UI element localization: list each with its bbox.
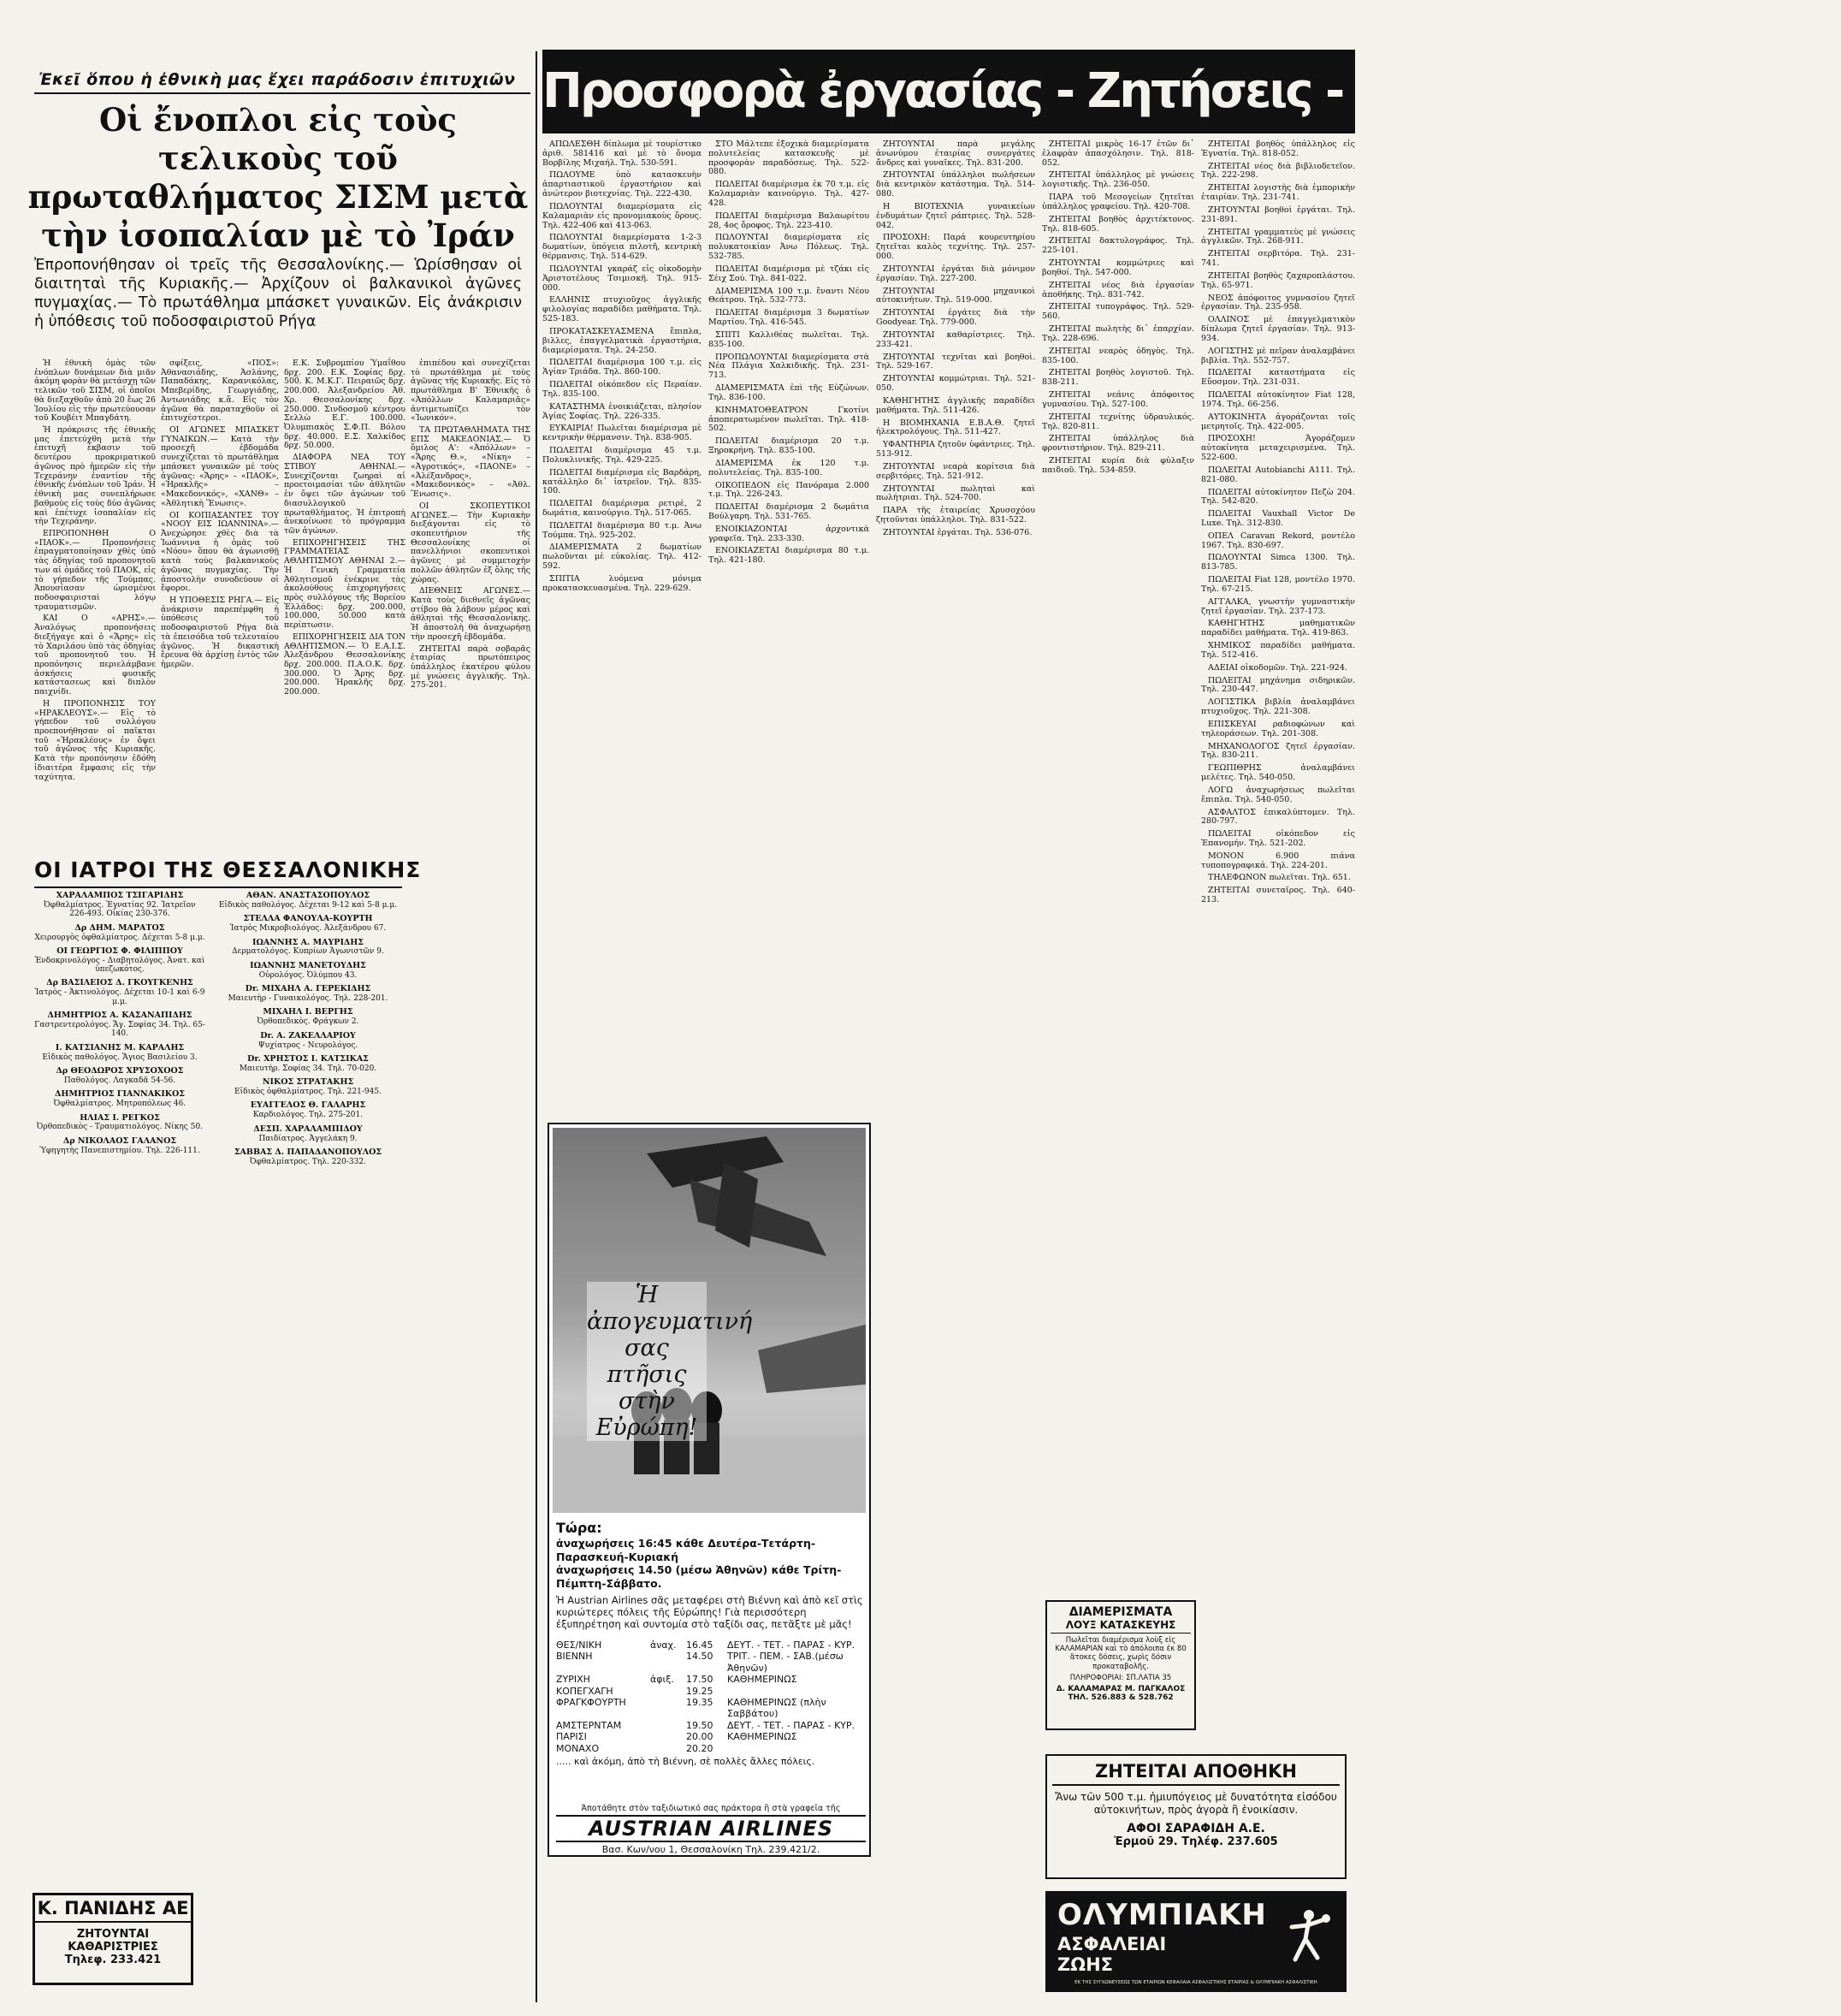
classified-ad: ΠΩΛΕΙΤΑΙ οἰκόπεδον εἰς Ἐπανομήν. Τηλ. 521-202. [1201, 829, 1355, 848]
classified-ad: ΠΩΛΕΙΤΑΙ διαμέρισμα 100 τ.μ. εἰς Ἁγίαν Τριάδα. Τηλ. 860-100. [542, 358, 701, 377]
classified-ad: ΖΗΤΕΙΤΑΙ κυρία διὰ φύλαξιν παιδιοῦ. Τηλ. 534-859. [1042, 456, 1194, 475]
schedule-time: 16.45 [686, 1639, 713, 1651]
schedule-time: 19.35 [686, 1697, 713, 1709]
classified-ad: ΖΗΤΟΥΝΤΑΙ καθαρίστριες. Τηλ. 233-421. [876, 329, 1035, 349]
classified-ad: ΖΗΤΕΙΤΑΙ ὑπάλληλος μὲ γνώσεις λογιστικῆς. Τηλ. 236-050. [1042, 170, 1194, 190]
article-column-3 [284, 359, 405, 847]
doctor-name: Δρ ΘΕΟΔΩΡΟΣ ΧΡΥΣΟΧΟΟΣ [56, 1065, 184, 1076]
article-column-4 [411, 359, 530, 1977]
classified-ad: ΠΩΛΟΥΝΤΑΙ Simca 1300. Τηλ. 813-785. [1201, 553, 1355, 572]
austrian-body [556, 1520, 866, 1631]
classified-ad: ΖΗΤΟΥΝΤΑΙ παρὰ μεγάλης ἀνωνύμου ἑταιρίας συνεργάτες ἄνδρες καὶ γυναῖκες. Τηλ. 831-200. [876, 139, 1035, 168]
schedule-time: 17.50 [686, 1674, 713, 1686]
panidis-role: ΚΑΘΑΡΙΣΤΡΙΕΣ [68, 1941, 158, 1954]
apartments-subtitle: ΛΟΥΞ ΚΑΤΑΣΚΕΥΗΣ [1051, 1619, 1191, 1634]
classified-ad: ΠΩΛΕΙΤΑΙ διαμέρισμα 45 τ.μ. Πολυκλινικῆς. Τηλ. 429-225. [542, 446, 701, 465]
flight-schedule [556, 1639, 866, 1767]
classified-ad: ΣΤΟ Μάλτεπε ἐξοχικὰ διαμερίσματα πολυτελείας κατασκευῆς μὲ προσφορὰν παραδόσεως. Τηλ. 522-080. [708, 139, 869, 177]
doctors-rule [34, 886, 402, 888]
schedule-more: ..... καὶ ἀκόμη, ἀπὸ τὴ Βιέννη, σὲ πολλὲς ἄλλες πόλεις. [556, 1756, 815, 1768]
panidis-wanted: ΖΗΤΟΥΝΤΑΙ [76, 1928, 150, 1941]
schedule-time: 20.00 [686, 1731, 713, 1743]
classified-ad: ΖΗΤΕΙΤΑΙ νεάνις ἀπόφοιτος γυμνασίου. Τηλ. 527-100. [1042, 390, 1194, 409]
doctor-listing [34, 1067, 205, 1085]
classified-ad: ΔΙΑΜΕΡΙΣΜΑ 100 τ.μ. ἔναντι Νέου Θεάτρου. Τηλ. 532-773. [708, 286, 869, 305]
classified-ad: ΕΝΟΙΚΙΑΖΕΤΑΙ διαμέρισμα 80 τ.μ. Τηλ. 421-180. [708, 546, 869, 566]
classified-ad: ΛΟΓΙΣΤΗΣ μὲ πεῖραν ἀναλαμβάνει βιβλία. Τηλ. 552-757. [1201, 346, 1355, 365]
doctor-listing [214, 985, 402, 1003]
panidis-company: Κ. ΠΑΝΙΔΗΣ ΑΕ [35, 1895, 191, 1923]
doctor-details: Ὀφθαλμίατρος. Μητροπόλεως 46. [53, 1100, 186, 1109]
classified-ad: Η ΒΙΟΤΕΧΝΙΑ γυναικείων ἐνδυμάτων ζητεῖ ράπτριες. Τηλ. 528-042. [876, 201, 1035, 230]
schedule-days: ΔΕΥΤ. - ΤΕΤ. - ΠΑΡΑΣ - ΚΥΡ. [727, 1639, 855, 1651]
doctor-listing [34, 979, 205, 1006]
apartments-phone: ΤΗΛ. 526.883 & 528.762 [1068, 1693, 1174, 1702]
classified-ad: ΑΣΦΑΛΤΟΣ ἐπικαλύπτομεν. Τηλ. 280-797. [1201, 807, 1355, 827]
classified-ad: ΠΩΛΕΙΤΑΙ διαμέρισμα Βαλαωρίτου 28, 4ος ὄροφος. Τηλ. 223-410. [708, 210, 869, 230]
article-paragraph: ΔΙΕΘΝΕΙΣ ΑΓΩΝΕΣ.— Κατὰ τοὺς διεθνεῖς ἀγῶνας στίβου θὰ λάβουν μέρος καὶ ἀθληταὶ τῆς Θεσσαλονίκης. Ἡ ἀποστολὴ θὰ ἀναχωρήσῃ τὴν προσεχῆ ἑβδομάδα. [411, 586, 530, 642]
classified-ad: ΠΩΛΟΥΝΤΑΙ διαμερίσματα εἰς πολυκατοικίαν Ἀνω Πόλεως. Τηλ. 532-785. [708, 233, 869, 262]
classified-ad: ΖΗΤΕΙΤΑΙ νεαρὸς ὁδηγὸς. Τηλ. 835-100. [1042, 346, 1194, 365]
classified-ad: ΕΠΙΣΚΕΥΑΙ ραδιοφώνων καὶ τηλεοράσεων. Τηλ. 201-308. [1201, 719, 1355, 738]
classified-ad: ΖΗΤΟΥΝΤΑΙ κομμώτριες καὶ βοηθοί. Τηλ. 547-000. [1042, 258, 1194, 277]
doctor-listing [34, 1011, 205, 1039]
schedule-row [556, 1743, 866, 1754]
kicker-rule [34, 92, 530, 94]
doctor-details: Ἐνδοκρινολόγος - Διαβητολόγος. Ἀνατ. καὶ ὑπεζωκότος. [34, 956, 205, 975]
schedule-city: ΑΜΣΤΕΡΝΤΑΜ [556, 1719, 622, 1731]
schedule-row [556, 1639, 866, 1651]
classified-ad: ΜΗΧΑΝΟΛΟΓΟΣ ζητεῖ ἐργασίαν. Τηλ. 830-211. [1201, 741, 1355, 761]
doctor-name: ΗΛΙΑΣ Ι. ΡΕΓΚΟΣ [80, 1112, 160, 1123]
doctor-details: Ὀφθαλμίατρος. Ἐγνατίας 92. Ἰατρεῖον 226-493. Οἰκίας 230-376. [44, 900, 196, 919]
classified-ad: ΖΗΤΕΙΤΑΙ τυπογράφος. Τηλ. 529-560. [1042, 302, 1194, 322]
doctor-details: Οὐρολόγος. Ὀλύμπου 43. [258, 970, 358, 980]
schedule-direction [650, 1651, 686, 1674]
austrian-now: Τώρα: [556, 1520, 602, 1536]
doctors-section-title: ΟΙ ΙΑΤΡΟΙ ΤΗΣ ΘΕΣΣΑΛΟΝΙΚΗΣ [34, 857, 422, 882]
warehouse-title: ΖΗΤΕΙΤΑΙ ΑΠΟΘΗΚΗ [1052, 1761, 1340, 1786]
classified-ad: ΠΑΡΑ τῆς ἑταιρείας Χρυσοχόου ζητοῦνται ὑπάλληλοι. Τηλ. 831-522. [876, 506, 1035, 525]
doctor-listing [214, 892, 402, 910]
classified-ad: ΧΗΜΙΚΟΣ παραδίδει μαθήματα. Τηλ. 512-416. [1201, 641, 1355, 660]
austrian-tagline: Ἡ ἀπογευματινή σας πτῆσις στὴν Εὐρώπη! [587, 1282, 753, 1442]
classified-ad: ΠΑΡΑ τοῦ Μεσογείων ζητεῖται ὑπάλληλος γραφείου. Τηλ. 420-708. [1042, 193, 1194, 211]
article-paragraph: ΔΙΑΦΟΡΑ ΝΕΑ ΤΟΥ ΣΤΙΒΟΥ ΑΘΗΝΑΙ.— Συνεχίζονται ζωηραὶ αἱ προετοιμασίαι τῶν ἀθλητῶν ἐν ὄψει τῶν ἀγώνων τοῦ διασυλλογικοῦ πρωταθλήματος. Ἡ ἐπιτροπὴ ἀνεκοίνωσε τὸ πρόγραμμα τῶν ἀγώνων. [284, 453, 405, 536]
warehouse-phone: Ἑρμοῦ 29. Τηλέφ. 237.605 [1114, 1835, 1278, 1848]
classified-ad: ΖΗΤΕΙΤΑΙ βοηθὸς ζαχαροπλάστου. Τηλ. 65-971. [1201, 270, 1355, 290]
classified-ad: ΑΥΤΟΚΙΝΗΤΑ ἀγοράζονται τοῖς μετρητοῖς. Τηλ. 422-005. [1201, 412, 1355, 431]
doctor-listing [214, 1148, 402, 1166]
article-paragraph: Ἡ ἐθνικὴ ὁμὰς τῶν ἐνόπλων δυνάμεων διὰ μιᾶν ἀκόμη φορὰν θὰ μετάσχῃ τῶν τελικῶν τοῦ ΣΙΣΜ, οἱ ὁποῖοι θὰ διεξαχθοῦν ἀπὸ 20 ἕως 26 Ἰουλίου εἰς τὴν πρωτεύουσαν τοῦ Κουβέιτ Μπαγδάτη. [34, 359, 156, 424]
doctor-name: ΧΑΡΑΛΑΜΠΟΣ ΤΣΙΓΑΡΙΔΗΣ [56, 891, 184, 900]
schedule-direction [650, 1731, 686, 1742]
doctor-details: Ἰατρὸς Μικροβιολόγος. Ἀλεξάνδρου 67. [229, 924, 387, 934]
doctor-listing [214, 1078, 402, 1096]
schedule-direction: ἀναχ. [650, 1639, 677, 1651]
discus-thrower-icon [1283, 1908, 1331, 1966]
schedule-row [556, 1686, 866, 1697]
classifieds-column-1 [542, 140, 701, 1116]
schedule-city: ΘΕΣ/ΝΙΚΗ [556, 1639, 602, 1651]
article-paragraph: ΖΗΤΕΙΤΑΙ παρὰ σοβαρᾶς ἑταιρίας πρωτόπειρος ὑπάλληλος ἐκατέρου φύλου μὲ γνώσεις ἀγγλικῆς. Τηλ. 275-201. [411, 643, 530, 691]
airplane-stewardesses-photo [553, 1128, 866, 1513]
doctor-name: ΟΙ ΓΕΩΡΓΙΟΣ Φ. ΦΙΛΙΠΠΟΥ [56, 946, 183, 956]
classified-ad: ΖΗΤΟΥΝΤΑΙ ἐργάται. Τηλ. 536-076. [883, 527, 1033, 537]
doctor-name: ΙΩΑΝΝΗΣ Α. ΜΑΥΡΙΔΗΣ [252, 937, 364, 947]
article-deck: Ἐπροπονήθησαν οἱ τρεῖς τῆς Θεσσαλονίκης.— Ὡρίσθησαν οἱ διαιτηταὶ τῆς Κυριακῆς.— Ἀρχίζουν οἱ βαλκανικοὶ ἀγῶνες πυγμαχίας.— Τὸ πρωτάθλημα μπάσκετ γυναικῶν. Εἰς ἀνάκρισιν ἡ ὑπόθεσις τοῦ ποδοσφαιριστοῦ Ρήγα [34, 257, 522, 330]
classified-ad: ΚΑΤΑΣΤΗΜΑ ἐνοικιάζεται, πλησίον Ἀγίας Σοφίας. Τηλ. 226-335. [542, 401, 701, 421]
doctor-name: Dr. ΜΙΧΑΗΛ Α. ΓΕΡΕΚΙΔΗΣ [245, 984, 371, 994]
olympic-brand: ΟΛΥΜΠΙΑΚΗ [1057, 1898, 1267, 1932]
classified-ad: ΖΗΤΕΙΤΑΙ βοηθὸς ὑπάλληλος εἰς Ἐγνατία. Τηλ. 818-052. [1201, 139, 1355, 158]
olympic-line-3: ΖΩΗΣ [1057, 1954, 1113, 1975]
classified-ad: ΠΩΛΕΙΤΑΙ διαμέρισμα 3 δωματίων Μαρτίου. Τηλ. 416-545. [708, 308, 869, 328]
schedule-days: ΚΑΘΗΜΕΡΙΝΩΣ [727, 1674, 797, 1686]
doctor-details: Παθολόγος. Λαγκαδᾶ 54-56. [63, 1076, 176, 1085]
doctor-name: ΣΑΒΒΑΣ Δ. ΠΑΠΑΔΑΝΟΠΟΥΛΟΣ [234, 1147, 382, 1157]
classified-ad: ΖΗΤΕΙΤΑΙ βοηθὸς λογιστοῦ. Τηλ. 838-211. [1042, 368, 1194, 388]
schedule-time: 19.25 [686, 1685, 713, 1697]
doctor-name: ΑΘΑΝ. ΑΝΑΣΤΑΣΟΠΟΥΛΟΣ [246, 891, 370, 900]
austrian-departures-2: ἀναχωρήσεις 14.50 (μέσω Ἀθηνῶν) κάθε Τρίτη-Πέμπτη-Σάββατο. [556, 1563, 842, 1590]
austrian-description: Ἡ Austrian Airlines σᾶς μεταφέρει στὴ Βιέννη καὶ ἀπὸ κεῖ στὶς κυριώτερες πόλεις τῆς Εὐρώπης! Γιὰ περισσότερη ἐξυπηρέτηση καὶ συντομία στὸ ταξίδι σας, πετᾶξτε μὲ μᾶς! [556, 1593, 863, 1631]
classified-ad: ΠΡΟΠΩΛΟΥΝΤΑΙ διαμερίσματα στὰ Νέα Πλάγια Χαλκιδικῆς. Τηλ. 231-713. [708, 352, 869, 381]
schedule-time: 20.20 [686, 1742, 713, 1754]
schedule-city: ΠΑΡΙΣΙ [556, 1731, 587, 1743]
doctor-details: Εἰδικὸς παθολόγος. Δέχεται 9-12 καὶ 5-8 μ.μ. [218, 900, 398, 910]
doctors-column-2 [214, 892, 402, 1995]
classified-ad: ΚΙΝΗΜΑΤΟΘΕΑΤΡΟΝ Γκοτίνι ἀποπερατωμένον πωλεῖται. Τηλ. 418-502. [708, 405, 869, 434]
doctors-column-1 [34, 892, 205, 1884]
classified-ad: ΠΩΛΕΙΤΑΙ καταστήματα εἰς Εὔοσμον. Τηλ. 231-031. [1201, 368, 1355, 388]
doctor-details: Παιδίατρος. Ἀγγελάκη 9. [258, 1134, 358, 1143]
schedule-days: ΔΕΥΤ. - ΤΕΤ. - ΠΑΡΑΣ - ΚΥΡ. [727, 1719, 855, 1731]
classified-ad: ΠΩΛΟΥΜΕ ὑπὸ κατασκευὴν ἀπαρτιαστικοῦ ἐργαστήριον καὶ ἀνώτερον βιοτεχνίας. Τηλ. 222-430. [542, 170, 701, 199]
schedule-city: ΜΟΝΑΧΟ [556, 1742, 600, 1754]
doctor-name: ΜΙΧΑΗΛ Ι. ΒΕΡΓΗΣ [263, 1007, 353, 1017]
schedule-city: ΦΡΑΓΚΦΟΥΡΤΗ [556, 1697, 626, 1709]
schedule-days: ΚΑΘΗΜΕΡΙΝΩΣ [727, 1731, 797, 1743]
doctor-name: Δρ ΔΗΜ. ΜΑΡΑΤΟΣ [74, 922, 165, 933]
classified-ad: ΠΩΛΕΙΤΑΙ διαμέρισμα 2 δωμάτια Βούλγαρη. Τηλ. 531-765. [708, 502, 869, 521]
classified-ad: ΟΛΛΙΝΟΣ μὲ ἐπαγγελματικὸν δίπλωμα ζητεῖ ἐργασίαν. Τηλ. 913-934. [1201, 315, 1355, 343]
classified-ad: ΚΑΘΗΓΗΤΗΣ ἀγγλικῆς παραδίδει μαθήματα. Τηλ. 511-426. [876, 395, 1035, 415]
doctor-name: Δρ ΝΙΚΟΛΑΟΣ ΓΑΛΑΝΟΣ [62, 1135, 177, 1146]
doctor-listing [214, 939, 402, 957]
classified-ad: ΖΗΤΕΙΤΑΙ βοηθὸς ἀρχιτέκτονος. Τηλ. 818-605. [1042, 214, 1194, 234]
classified-ad: ΤΗΛΕΦΩΝΟΝ πωλεῖται. Τηλ. 651. [1208, 873, 1351, 883]
classified-ad: ΠΩΛΕΙΤΑΙ διαμέρισμα μὲ τζάκι εἰς Σέιχ Σού. Τηλ. 841-022. [708, 264, 869, 283]
warehouse-ad-box [1045, 1754, 1347, 1879]
austrian-brand-logo: AUSTRIAN AIRLINES [556, 1815, 866, 1842]
austrian-airlines-ad [548, 1123, 871, 1857]
classifieds-column-3 [876, 140, 1035, 1355]
schedule-row [556, 1697, 866, 1720]
schedule-row [556, 1651, 866, 1674]
olympic-line-2: ΑΣΦΑΛΕΙΑΙ [1057, 1934, 1167, 1954]
classified-ad: ΣΠΙΤΙΑ λυόμενα μόνιμα προκατασκευασμένα. Τηλ. 229-629. [542, 573, 701, 593]
classified-ad: ΖΗΤΟΥΝΤΑΙ μηχανικοὶ αὐτοκινήτων. Τηλ. 519-000. [876, 286, 1035, 305]
doctor-listing [214, 962, 402, 980]
doctor-listing [214, 1032, 402, 1050]
classified-ad: ΟΙΚΟΠΕΔΟΝ εἰς Πανόραμα 2.000 τ.μ. Τηλ. 226-243. [708, 480, 869, 500]
article-paragraph: ΕΠΙΧΟΡΗΓΗΣΕΙΣ ΔΙΑ ΤΟΝ ΑΘΛΗΤΙΣΜΟΝ.— Ὁ Ε.Α.Ι.Σ. Ἀλεξάνδρου Θεσσαλονίκης δρχ. 200.000. Π.Α.Ο.Κ. δρχ. 300.000. Ὁ Ἄρης δρχ. 200.000. Ἡρακλῆς δρχ. 200.000. [284, 631, 405, 697]
classified-ad: ΖΗΤΕΙΤΑΙ μικρὸς 16-17 ἐτῶν δι᾽ ἐλαφρὰν ἀπασχόλησιν. Τηλ. 818-052. [1042, 139, 1194, 168]
doctor-name: ΙΩΑΝΝΗΣ ΜΑΝΕΤΟΥΔΗΣ [250, 960, 366, 970]
classifieds-banner: Προσφορὰ ἐργασίας - Ζητήσεις - Πωλήσεις - Ἀκίνητα [542, 50, 1355, 133]
article-paragraph: ΟΙ ΣΚΟΠΕΥΤΙΚΟΙ ΑΓΩΝΕΣ.— Τὴν Κυριακὴν διεξάγονται εἰς τὸ σκοπευτήριον τῆς Θεσσαλονίκης οἱ πανελλήνιοι σκοπευτικοὶ ἀγῶνες μὲ συμμετοχὴν πολλῶν ἀθλητῶν ἐξ ὅλης τῆς χώρας. [411, 501, 530, 584]
doctor-details: Δερματολόγος. Κυπρίων Ἀγωνιστῶν 9. [232, 947, 384, 957]
panidis-phone: Τηλεφ. 233.421 [64, 1954, 162, 1966]
classified-ad: ΛΟΓΩ ἀναχωρήσεως πωλεῖται ἔπιπλα. Τηλ. 540-050. [1201, 785, 1355, 804]
doctor-name: Dr. Α. ΖΑΚΕΛΛΑΡΙΟΥ [260, 1030, 356, 1041]
classified-ad: ΠΩΛΕΙΤΑΙ διαμέρισμα ρετιρὲ, 2 δωμάτια, καινούργιο. Τηλ. 517-065. [542, 499, 701, 518]
doctor-name: ΔΗΜΗΤΡΙΟΣ Α. ΚΑΣΑΝΑΠΙΔΗΣ [47, 1011, 192, 1021]
austrian-departures-1: ἀναχωρήσεις 16:45 κάθε Δευτέρα-Τετάρτη-Παρασκευή-Κυριακή [556, 1537, 816, 1563]
classified-ad: ΕΥΚΑΙΡΙΑ! Πωλεῖται διαμέρισμα μὲ κεντρικὴν θέρμανσιν. Τηλ. 838-905. [542, 424, 701, 443]
apartments-ad-box [1045, 1600, 1196, 1730]
classified-ad: ΠΩΛΕΙΤΑΙ μηχάνημα σιδηρικῶν. Τηλ. 230-447. [1201, 675, 1355, 695]
classified-ad: ΖΗΤΕΙΤΑΙ συνεταῖρος. Τηλ. 640-213. [1201, 886, 1355, 905]
classified-ad: ΟΠΕΛ Caravan Rekord, μοντέλο 1967. Τηλ. 830-697. [1201, 531, 1355, 550]
doctor-listing [34, 892, 205, 919]
schedule-direction [650, 1720, 686, 1731]
schedule-time: 14.50 [686, 1651, 713, 1663]
article-paragraph: ΕΠΙΧΟΡΗΓΗΣΕΙΣ ΤΗΣ ΓΡΑΜΜΑΤΕΙΑΣ ΑΘΛΗΤΙΣΜΟΥ ΑΘΗΝΑΙ 2.— Ἡ Γενικὴ Γραμματεία Ἀθλητισμοῦ ἐνέκρινε τὰς ἀκολούθους ἐπιχορηγήσεις πρὸς συλλόγους τῆς Βορείου Ἑλλάδος: δρχ. 200.000, 100.000, 50.000 κατὰ περίπτωσιν. [284, 537, 405, 631]
article-headline: Οἱ ἔνοπλοι εἰς τοὺς τελικοὺς τοῦ πρωταθλήματος ΣΙΣΜ μετὰ τὴν ἰσοπαλίαν μὲ τὸ Ἰράν [27, 101, 529, 255]
schedule-days [727, 1686, 866, 1697]
apartments-text: Πωλεῖται διαμέρισμα λοὺξ εἰς ΚΑΛΑΜΑΡΙΑΝ καὶ τὸ ἀπόλοιπα ἐκ 80 ἄτοκες δόσεις, χωρὶς δόσιν προκαταβολῆς. [1055, 1636, 1187, 1671]
classified-ad: ΠΩΛΕΙΤΑΙ οἰκόπεδον εἰς Περαίαν. Τηλ. 835-100. [542, 380, 701, 399]
section-divider [536, 51, 537, 2002]
article-paragraph: Η ΥΠΟΘΕΣΙΣ ΡΗΓΑ.— Εἰς ἀνάκρισιν παρεπέμφθη ἡ ὑπόθεσις τοῦ ποδοσφαιριστοῦ Ρήγα διὰ τὰ ἐπεισόδια τοῦ τελευταίου ἀγῶνος. Ἡ δικαστικὴ ἔρευνα θὰ ἀρχίσῃ ἐντὸς τῶν ἡμερῶν. [161, 595, 279, 669]
apartments-title: ΔΙΑΜΕΡΙΣΜΑΤΑ [1068, 1605, 1173, 1619]
panidis-ad-box [33, 1893, 193, 1985]
olympic-insurance-ad [1045, 1891, 1347, 1992]
article-paragraph: Η ΠΡΟΠΟΝΗΣΙΣ ΤΟΥ «ΗΡΑΚΛΕΟΥΣ».— Εἰς τὸ γήπεδον τοῦ συλλόγου προεπονήθησαν οἱ παῖκται τοῦ «Ἡρακλέους» ἐν ὄψει τοῦ ἀγῶνος τῆς Κυριακῆς. Κατὰ τὴν προπόνησιν ἐδόθη ἰδιαιτέρα ἔμφασις εἰς τὴν ταχύτητα. [34, 698, 156, 782]
classified-ad: ΖΗΤΕΙΤΑΙ σερβιτόρα. Τηλ. 231-741. [1201, 249, 1355, 269]
classified-ad: ΛΟΓΙΣΤΙΚΑ βιβλία ἀναλαμβάνει πτυχιοῦχος. Τηλ. 221-308. [1201, 697, 1355, 717]
doctor-name: Dr. ΧΡΗΣΤΟΣ Ι. ΚΑΤΣΙΚΑΣ [247, 1053, 369, 1064]
schedule-days: ΤΡΙΤ. - ΠΕΜ. - ΣΑΒ.(μέσω Ἀθηνῶν) [727, 1651, 844, 1674]
doctor-listing [214, 915, 402, 933]
doctor-details: Εἰδικὸς παθολόγος. Ἅγιος Βασιλείου 3. [42, 1052, 198, 1062]
schedule-row [556, 1731, 866, 1742]
schedule-row [556, 1720, 866, 1731]
classified-ad: ΖΗΤΟΥΝΤΑΙ νεαρὰ κορίτσια διὰ σερβιτόρες. Τηλ. 521-912. [876, 461, 1035, 481]
apartments-contacts: Δ. ΚΑΛΑΜΑΡΑΣ Μ. ΠΑΓΚΑΛΟΣ [1056, 1684, 1186, 1693]
schedule-direction [650, 1697, 686, 1720]
schedule-time: 19.50 [686, 1719, 713, 1731]
doctor-details: Ὑφηγητὴς Πανεπιστημίου. Τηλ. 226-111. [39, 1146, 200, 1155]
doctor-listing [214, 1008, 402, 1026]
classified-ad: ΠΩΛΟΥΝΤΑΙ γκαράζ εἰς οἰκοδομὴν Ἀριστοτέλους Τσιμισκῆ. Τηλ. 915-000. [542, 264, 701, 293]
doctor-listing [34, 1137, 205, 1155]
doctor-listing [34, 924, 205, 942]
doctor-name: Ι. ΚΑΤΣΙΑΝΗΣ Μ. ΚΑΡΑΛΗΣ [55, 1042, 185, 1052]
classified-ad: ΖΗΤΟΥΝΤΑΙ κομμώτριαι. Τηλ. 521-050. [876, 374, 1035, 394]
schedule-direction [650, 1743, 686, 1754]
article-kicker: Ἐκεῖ ὅπου ἡ ἐθνικὴ μας ἔχει παράδοσιν ἐπιτυχιῶν [38, 70, 516, 89]
doctor-details: Μαιευτὴρ - Γυναικολόγος. Τηλ. 228-201. [228, 993, 388, 1003]
austrian-footer [556, 1804, 866, 1855]
olympic-fineprint: ΕΚ ΤΗΣ ΣΥΓΧΩΝΕΥΣΕΩΣ ΤΩΝ ΕΤΑΙΡΙΩΝ ΚΕΦΑΛΑΙΑ ΑΣΦΑΛΙΣΤΙΚΗΣ ΕΤΑΙΡΙΑΣ & ΟΛΥΜΠΙΑΚΗ ΑΣΦΑΛΙΣΤΙΚΗ [1074, 1980, 1317, 1985]
classified-ad: ΠΡΟΣΟΧΗ: Παρά κουρευτηρίου ζητεῖται καλὸς τεχνίτης. Τηλ. 257-000. [876, 233, 1035, 262]
doctor-details: Εἰδικὸς ὀφθαλμίατρος. Τηλ. 221-945. [234, 1088, 382, 1097]
classified-ad: ΓΕΩΠΙΘΡΗΣ ἀναλαμβάνει μελέτες. Τηλ. 540-050. [1201, 763, 1355, 783]
classified-ad: ΖΗΤΕΙΤΑΙ νέος διὰ ἐργασίαν ἀποθήκης. Τηλ. 831-742. [1042, 280, 1194, 299]
classified-ad: Η ΒΙΟΜΗΧΑΝΙΑ Ε.Β.Α.Θ. ζητεῖ ἠλεκτρολόγους. Τηλ. 511-427. [876, 418, 1035, 437]
classified-ad: ΑΓΓΑΛΚΑ, γνωστὴν γυμναστικὴν ζητεῖ ἐργασίαν. Τηλ. 237-173. [1201, 596, 1355, 616]
austrian-note: Ἀποτάθητε στὸν ταξιδιωτικό σας πράκτορα ἢ στὰ γραφεῖα τῆς [581, 1804, 841, 1813]
article-paragraph-list [34, 359, 156, 782]
schedule-row [556, 1674, 866, 1685]
warehouse-company: ΑΦΟΙ ΣΑΡΑΦΙΔΗ Α.Ε. [1127, 1822, 1265, 1835]
doctor-details: Ὀρθοπεδικὸς. Φράγκων 2. [257, 1017, 359, 1027]
doctor-listing [214, 1101, 402, 1119]
classified-ad: ΖΗΤΕΙΤΑΙ δακτυλογράφος. Τηλ. 225-101. [1042, 236, 1194, 256]
classified-ad: ΠΩΛΕΙΤΑΙ διαμέρισμα 20 τ.μ. Ξηροκρήνη. Τηλ. 835-100. [708, 436, 869, 456]
article-paragraph: ΟΙ ΑΓΩΝΕΣ ΜΠΑΣΚΕΤ ΓΥΝΑΙΚΩΝ.— Κατὰ τὴν προσεχῆ ἑβδομάδα συνεχίζεται τὸ πρωτάθλημα μπάσκετ γυναικῶν μὲ τοὺς ἀγῶνας: «Ἄρης» – «ΠΑΟΚ», «Ἡρακλῆς» – «Μακεδονικός», «ΧΑΝΘ» – «Ἀθλητικὴ Ἕνωσις». [161, 425, 279, 508]
classified-ad: ΖΗΤΕΙΤΑΙ πωλητὴς δι᾽ ἐπαρχίαν. Τηλ. 228-696. [1042, 324, 1194, 343]
doctor-details: Ἰατρὸς - Ἀκτινολόγος. Δέχεται 10-1 καὶ 6-9 μ.μ. [34, 988, 205, 1006]
article-column-2 [161, 359, 279, 847]
doctor-name: ΕΥΑΓΓΕΛΟΣ Θ. ΓΑΛΑΡΗΣ [250, 1100, 366, 1111]
classified-ad: ΠΩΛΕΙΤΑΙ αὐτοκίνητον Fiat 128, 1974. Τηλ. 66-256. [1201, 390, 1355, 409]
article-paragraph: ΚΑΙ Ο «ΑΡΗΣ».— Ἀναλόγως προπονήσεις διεξήγαγε καὶ ὁ «Ἄρης» εἰς τὸ Χαριλάου ὑπὸ τὰς ὁδηγίας τοῦ προπονητοῦ του. Ἡ προπόνησις περιελάμβανε ἀσκήσεις φυσικῆς κατάστασεως καὶ διπλὸν παιχνίδι. [34, 614, 156, 697]
classified-ad: ΠΩΛΕΙΤΑΙ διαμέρισμα 80 τ.μ. Ἀνω Τούμπα. Τηλ. 925-202. [542, 520, 701, 540]
classified-ad: ΣΠΙΤΙ Καλλιθέας πωλεῖται. Τηλ. 835-100. [708, 329, 869, 349]
classified-ad: ΠΩΛΕΙΤΑΙ διαμέρισμα εἰς Βαρδάρη, κατάλληλο δι᾽ ἰατρεῖον. Τηλ. 835-100. [542, 467, 701, 496]
classifieds-column-5 [1201, 140, 1355, 1651]
classified-ad: ΔΙΑΜΕΡΙΣΜΑΤΑ 2 δωματίων πωλοῦνται μὲ εὐκολίας. Τηλ. 412-592. [542, 543, 701, 572]
classified-ad: ΕΛΛΗΝΙΣ πτυχιοῦχος ἀγγλικῆς φιλολογίας παραδίδει μαθήματα. Τηλ. 525-183. [542, 295, 701, 324]
doctor-listing [34, 1090, 205, 1108]
classified-ad: ΖΗΤΕΙΤΑΙ λογιστὴς διὰ ἐμπορικὴν ἑταιρίαν. Τηλ. 231-741. [1201, 183, 1355, 203]
classified-ad: ΚΑΘΗΓΗΤΗΣ μαθηματικῶν παραδίδει μαθήματα. Τηλ. 419-863. [1201, 619, 1355, 638]
classified-ad: ΠΩΛΕΙΤΑΙ Autobianchi A111. Τηλ. 821-080. [1201, 465, 1355, 484]
classified-ad: ΕΝΟΙΚΙΑΖΟΝΤΑΙ ἀρχοντικὰ γραφεῖα. Τηλ. 233-330. [708, 524, 869, 543]
doctor-details: Καρδιολόγος. Τηλ. 275-201. [252, 1111, 364, 1120]
classified-ad: ΖΗΤΕΙΤΑΙ νέος διὰ βιβλιοδετεῖον. Τηλ. 222-298. [1201, 161, 1355, 181]
schedule-city: ΒΙΕΝΝΗ [556, 1651, 593, 1663]
schedule-city: ΚΟΠΕΓΧΑΓΗ [556, 1685, 613, 1697]
doctor-name: Δρ ΒΑΣΙΛΕΙΟΣ Δ. ΓΚΟΥΓΚΕΝΗΣ [46, 978, 193, 988]
classified-ad: ΠΩΛΕΙΤΑΙ Fiat 128, μοντέλο 1970. Τηλ. 67-215. [1201, 575, 1355, 594]
schedule-direction [650, 1686, 686, 1697]
classified-ad: ΔΙΑΜΕΡΙΣΜΑΤΑ ἐπὶ τῆς Εὐζώνων. Τηλ. 836-100. [708, 383, 869, 402]
schedule-days [727, 1743, 866, 1754]
doctor-name: ΔΗΜΗΤΡΙΟΣ ΓΙΑΝΝΑΚΙΚΟΣ [54, 1089, 186, 1100]
austrian-address: Βασ. Κων/νου 1, Θεσσαλονίκη Τηλ. 239.421/2. [601, 1844, 820, 1855]
classified-ad: ΠΩΛΕΙΤΑΙ αὐτοκίνητον Πεζὼ 204. Τηλ. 542-820. [1201, 487, 1355, 507]
warehouse-text: Ἄνω τῶν 500 τ.μ. ἡμιυπόγειος μὲ δυνατότητα εἰσόδου αὐτοκινήτων, πρὸς ἀγορὰ ἢ ἐνοικίασιν. [1055, 1791, 1337, 1816]
classified-ad: ΠΩΛΕΙΤΑΙ διαμέρισμα ἐκ 70 τ.μ. εἰς Καλαμαριὰν καινούργιο. Τηλ. 427-428. [708, 180, 869, 208]
doctor-listing [34, 1044, 205, 1062]
classifieds-column-4 [1042, 140, 1194, 1612]
classified-ad: ΖΗΤΟΥΝΤΑΙ τεχνῖται καὶ βοηθοὶ. Τηλ. 529-167. [876, 352, 1035, 371]
article-paragraph: ΟΙ ΚΟΠΙΑΣΑΝΤΕΣ ΤΟΥ «ΝΟΟΥ ΕΙΣ ΙΩΑΝΝΙΝΑ».— Ἀνεχώρησε χθὲς διὰ τὰ Ἰωάννινα ἡ ὁμὰς τοῦ «Νόου» ὅπου θὰ ἀγωνισθῇ κατὰ τοὺς βαλκανικοὺς ἀγῶνας πυγμαχίας. Τὴν ἀποστολὴν συνοδεύουν οἱ ἔφοροι. [161, 510, 279, 594]
doctor-details: Χειρουργὸς ὀφθαλμίατρος. Δέχεται 5-8 μ.μ. [34, 933, 205, 942]
doctor-details: Γαστρεντερολόγος. Ἄγ. Σοφίας 34. Τηλ. 65-140. [34, 1021, 205, 1039]
schedule-city: ΖΥΡΙΧΗ [556, 1674, 590, 1686]
classified-ad: ΔΙΑΜΕΡΙΣΜΑ ἐκ 120 τ.μ. πολυτελείας. Τηλ. 835-100. [708, 458, 869, 477]
doctor-name: ΣΤΕΛΛΑ ΦΑΝΟΥΛΑ-ΚΟΥΡΤΗ [243, 914, 373, 924]
classified-ad: ΖΗΤΕΙΤΑΙ τεχνίτης ὑδραυλικός. Τηλ. 820-811. [1042, 412, 1194, 431]
article-paragraph: ἐπιπέδου καὶ συνεχίζεται τὸ πρωτάθλημα μὲ τοὺς ἀγῶνας τῆς Κυριακῆς. Εἰς τὸ πρωτάθλημα Β' Ἐθνικῆς ὁ «Ἀπόλλων Καλαμαριᾶς» ἀντιμετωπίζει τὸν «Ἰωνικόν». [411, 359, 530, 424]
classified-ad: ΜΟΝΟΝ 6.900 πιάνα τυποπογραφικά. Τηλ. 224-201. [1201, 851, 1355, 870]
classified-ad: ΠΡΟΣΟΧΗ! Ἀγοράζομεν αὐτοκίνητα μεταχειρισμένα. Τηλ. 522-600. [1201, 434, 1355, 463]
doctor-name: ΔΕΣΠ. ΧΑΡΑΛΑΜΠΙΔΟΥ [253, 1124, 363, 1134]
article-paragraph: σφίξεις, «ΠΟΣ»: Ἀθανασιάδης, Ἀσλάνης, Παπαδάκης, Καρανικόλας, Μπεβερίδης, Γεωργιάδης, Ἀντωνιάδης κ.ἄ. Εἰς τὸν ἀγῶνα θὰ παραταχθοῦν οἱ ἐπιτυχέστεροι. [161, 359, 279, 424]
doctor-details: Ὀφθαλμίατρος. Τηλ. 220-332. [250, 1157, 366, 1166]
classified-ad: ΖΗΤΟΥΝΤΑΙ πωληταὶ καὶ πωλήτριαι. Τηλ. 524-700. [876, 483, 1035, 503]
schedule-direction: ἀφιξ. [650, 1674, 674, 1686]
classified-ad: ΖΗΤΟΥΝΤΑΙ βοηθοὶ ἐργάται. Τηλ. 231-891. [1201, 205, 1355, 224]
schedule-days: ΚΑΘΗΜΕΡΙΝΩΣ (πλὴν Σαββάτου) [727, 1697, 826, 1720]
classifieds-column-2 [708, 140, 869, 1116]
article-paragraph: ΤΑ ΠΡΩΤΑΘΛΗΜΑΤΑ ΤΗΣ ΕΠΣ ΜΑΚΕΔΟΝΙΑΣ.— Ὁ ὅμιλος Α': «Ἀπόλλων» – «Ἄρης Θ.», «Νίκη» – «Ἀγροτικός», «ΠΑΟΝΕ» – «Ἀλέξανδρος», «Μακεδονικός» – «Ἀθλ. Ἕνωσις». [411, 425, 530, 500]
article-paragraph: Ἡ πρόκρισις τῆς ἐθνικῆς μας ἐπετεύχθη μετὰ τὴν ἐπιτυχῆ ἐκβασιν τοῦ δευτέρου προκριματικοῦ ἀγῶνος πρὸ ἡμερῶν εἰς τὴν Τεχεράνην ἐναντίον τῆς ἐθνικῆς ἐνόπλων τοῦ Ἰράν. Ἡ ἐθνικὴ μας συνεπλήρωσε βαθμοὺς εἰς τοὺς δύο ἀγῶνας καὶ ἐπέτυχε ἰσοπαλίαν εἰς τὴν Τεχεράνην. [34, 425, 156, 527]
doctor-listing [214, 1055, 402, 1073]
classified-ad: ΥΦΑΝΤΗΡΙΑ ζητοῦν ὑφάντριες. Τηλ. 513-912. [876, 440, 1035, 460]
doctor-listing [34, 1114, 205, 1132]
classified-ad: ΖΗΤΟΥΝΤΑΙ ἐργάται διὰ μόνιμον ἐργασίαν. Τηλ. 227-200. [876, 264, 1035, 283]
doctor-details: Ψυχίατρος - Νευρολόγος. [258, 1041, 358, 1050]
classified-ad: ΖΗΤΕΙΤΑΙ ὑπάλληλος διὰ φροντιστήριον. Τηλ. 829-211. [1042, 434, 1194, 454]
classified-ad: ΝΕΟΣ ἀπόφοιτος γυμνασίου ζητεῖ ἐργασίαν. Τηλ. 235-958. [1201, 293, 1355, 312]
doctor-listing [214, 1125, 402, 1143]
classified-ad: ΑΠΩΛΕΣΘΗ δίπλωμα μὲ τουρίστικο ἀριθ. 581416 καὶ μὲ τὸ ὄνομα Βορβίλης Μιχαήλ. Τηλ. 530-591. [542, 139, 701, 168]
classified-ad: ΖΗΤΕΙΤΑΙ γραμματεὺς μὲ γνώσεις ἀγγλικῶν. Τηλ. 268-911. [1201, 227, 1355, 246]
doctor-listing [34, 947, 205, 975]
article-paragraph: Ε.Κ. Συβρομπίου Ὑμαΐθου δρχ. 200. Ε.Κ. Σοφίας δρχ. 500. Κ. Μ.Κ.Γ. Πειραιῶς δρχ. 200.000. Ἀλεξανδρείου Ἀθ. Χρ. Θεσσαλονίκης δρχ. 250.000. Σινδοσμοῦ κέντρου Σελλὼ Ε.Γ. 100.000. Ὀλυμπιακὸς Σ.Φ.Π. Βόλου δρχ. 40.000. Ε.Σ. Χαλκίδος δρχ. 50.000. [284, 359, 405, 451]
apartments-info: ΠΛΗΡΟΦΟΡΙΑΙ: ΣΠ.ΛΑΤΙΑ 35 [1069, 1673, 1172, 1682]
article-paragraph: ΕΠΡΟΠΟΝΗΘΗ Ο «ΠΑΟΚ».— Προπονήσεις ἐπραγματοποίησαν χθὲς ὑπὸ τὰς ὁδηγίας τοῦ προπονητοῦ των αἱ ὁμάδες τοῦ ΠΑΟΚ, εἰς τὸ γήπεδον τῆς Τούμπας. Ἀπουσίασαν ὡρισμένοι ποδοσφαιρισταὶ λόγῳ τραυματισμῶν. [34, 528, 156, 612]
classified-ad: ΑΔΕΙΑΙ οἰκοδομῶν. Τηλ. 221-924. [1208, 662, 1347, 673]
classified-ad: ΖΗΤΟΥΝΤΑΙ ὑπάλληλοι πωλήσεων διὰ κεντρικὸν κατάστημα. Τηλ. 514-080. [876, 170, 1035, 199]
article-column-1 [34, 359, 156, 847]
classified-ad: ΠΩΛΟΥΝΤΑΙ διαμερίσματα εἰς Καλαμαριὰν εἰς προνομιακοὺς ὅρους. Τηλ. 422-406 καὶ 413-063. [542, 201, 701, 230]
classified-ad: ΠΡΟΚΑΤΑΣΚΕΥΑΣΜΕΝΑ ἔπιπλα, βιλλες, ἐπαγγελματικὰ ἐργαστήρια, διαμερίσματα. Τηλ. 24-250. [542, 326, 701, 355]
classified-ad: ΠΩΛΟΥΝΤΑΙ διαμερίσματα 1-2-3 δωματίων, ὑπόγεια πιλοτῆ, κεντρικὴ θέρμανσις. Τηλ. 514-629. [542, 233, 701, 262]
classified-ad: ΠΩΛΕΙΤΑΙ Vauxhall Victor De Luxe. Τηλ. 312-830. [1201, 509, 1355, 528]
classified-ad: ΖΗΤΟΥΝΤΑΙ ἐργάτες διὰ τὴν Goodyear. Τηλ. 779-000. [876, 308, 1035, 328]
doctor-details: Ὀρθοπεδικὸς - Τραυματιολόγος. Νίκης 50. [37, 1123, 203, 1132]
doctor-details: Μαιευτὴρ. Σοφίας 34. Τηλ. 70-020. [239, 1064, 377, 1073]
doctor-name: ΝΙΚΟΣ ΣΤΡΑΤΑΚΗΣ [262, 1077, 354, 1088]
